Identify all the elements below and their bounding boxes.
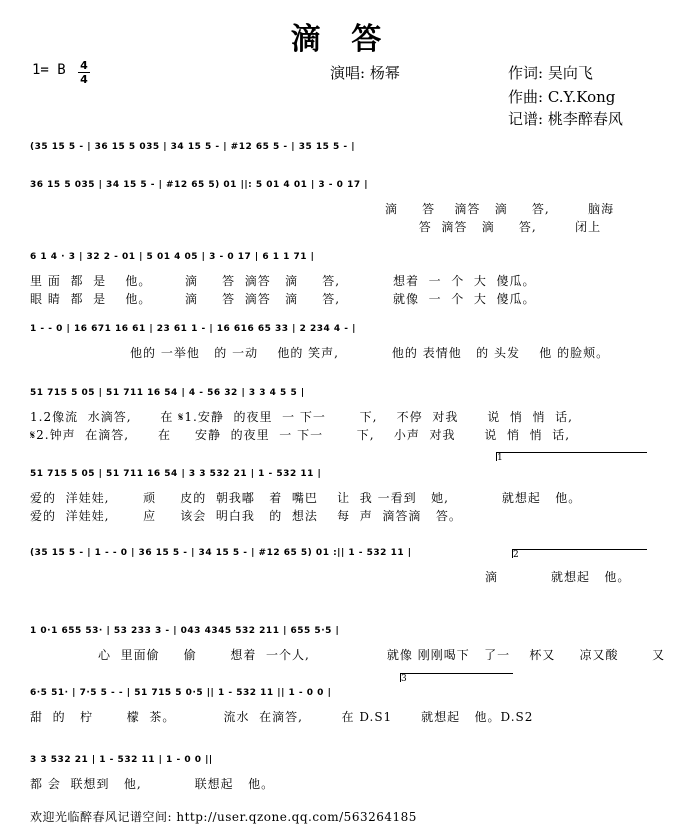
lyric-line: 答 滴答 滴 答, 闭上	[385, 220, 602, 234]
lyricist-credit: 作词: 吴向飞	[508, 64, 593, 82]
lyric-line: 滴 答 滴答 滴 答, 脑海	[385, 202, 615, 216]
footer-credit: 欢迎光临醉春风记谱空间: http://user.qzone.qq.com/563264185	[30, 810, 417, 824]
lyric-line: 都 会 联想到 他, 联想起 他。	[30, 777, 275, 791]
key-signature: 1= B	[32, 62, 66, 78]
lyric-line: 甜 的 柠 檬 茶。 流水 在滴答, 在 D.S1 就想起 他。D.S2	[30, 710, 534, 724]
staff-row	[30, 136, 650, 158]
composer-credit: 作曲: C.Y.Kong	[508, 88, 616, 106]
time-signature	[78, 60, 90, 85]
volta-3-bracket: 3	[400, 673, 513, 682]
staff-row	[30, 682, 650, 724]
staff-notes: 6 1 4 · 3 | 32 2 - 01 | 5 01 4 05 | 3 - 0 17 | 6 1 1 71 |	[30, 252, 315, 262]
staff-row	[30, 382, 650, 442]
staff-notes: 1 0·1 655 53· | 53 233 3 - | 043 4345 532 211 | 655 5·5 |	[30, 626, 340, 636]
lyric-line: 滴 就想起 他。	[485, 570, 631, 584]
volta-2-bracket: 2	[512, 549, 647, 558]
staff-row	[30, 620, 666, 662]
staff-notes: 3 3 532 21 | 1 - 532 11 | 1 - 0 0 ||	[30, 755, 213, 765]
staff-notes: 1 - - 0 | 16 671 16 61 | 23 61 1 - | 16 616 65 33 | 2 234 4 - |	[30, 324, 356, 334]
staff-notes: 51 715 5 05 | 51 711 16 54 | 3 3 532 21 | 1 - 532 11 |	[30, 469, 322, 479]
lyric-line: 眼 睛 都 是 他。 滴 答 滴答 滴 答, 就像 一 个 大 傻瓜。	[30, 292, 536, 306]
staff-notes: 51 715 5 05 | 51 711 16 54 | 4 - 56 32 | 3 3 4 5 5 |	[30, 388, 305, 398]
staff-notes: 6·5 51· | 7·5 5 - - | 51 715 5 0·5 || 1 - 532 11 || 1 - 0 0 |	[30, 688, 332, 698]
time-signature-bottom: 4	[80, 73, 88, 86]
staff-row	[30, 749, 650, 791]
song-title: 滴 答	[290, 22, 392, 57]
lyric-line: 𝄋2.钟声 在滴答, 在 安静 的夜里 一 下一 下, 小声 对我 说 悄 悄 话,	[30, 428, 571, 442]
staff-notes: 36 15 5 035 | 34 15 5 - | #12 65 5) 01 ||: 5 01 4 01 | 3 - 0 17 |	[30, 180, 369, 190]
staff-notes: (35 15 5 - | 36 15 5 035 | 34 15 5 - | #12 65 5 - | 35 15 5 - |	[30, 142, 356, 152]
lyric-line: 里 面 都 是 他。 滴 答 滴答 滴 答, 想着 一 个 大 傻瓜。	[30, 274, 536, 288]
staff-row	[30, 174, 650, 234]
lyric-line: 爱的 洋娃娃, 顽 皮的 朝我嘟 着 嘴巴 让 我 一看到 她, 就想起 他。	[30, 491, 582, 505]
lyric-line: 他的 一举他 的 一动 他的 笑声, 他的 表情他 的 头发 他 的脸颊。	[130, 346, 610, 360]
lyric-line: 心 里面偷 偷 想着 一个人, 就像 刚刚喝下 了一 杯又 凉又酸 又	[98, 648, 666, 662]
lyric-line: 1.2像流 水滴答, 在 𝄋1.安静 的夜里 一 下一 下, 不停 对我 说 悄 悄 话,	[30, 410, 573, 424]
lyric-line: 爱的 洋娃娃, 应 该会 明白我 的 想法 每 声 滴答滴 答。	[30, 509, 462, 523]
staff-notes: (35 15 5 - | 1 - - 0 | 36 15 5 - | 34 15 5 - | #12 65 5) 01 :|| 1 - 532 11 |	[30, 548, 412, 558]
time-signature-top: 4	[80, 59, 88, 72]
singer-credit: 演唱: 杨幂	[330, 64, 400, 82]
volta-1-bracket: 1	[496, 452, 647, 461]
staff-row	[30, 246, 650, 306]
staff-row	[30, 463, 650, 523]
staff-row	[30, 318, 650, 360]
transcriber-credit: 记谱: 桃李醉春风	[508, 110, 623, 128]
